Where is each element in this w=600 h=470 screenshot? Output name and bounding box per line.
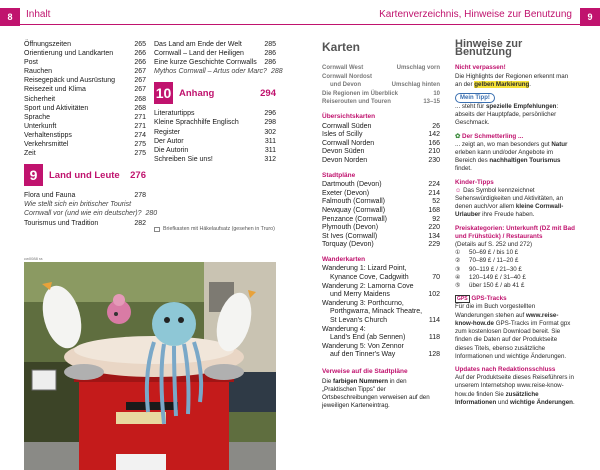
entry-page: 92 (432, 215, 440, 223)
entry-page: 230 (428, 156, 440, 164)
entry-page: 267 (134, 86, 146, 94)
karten-heading: Karten (322, 40, 361, 54)
karten-entry[interactable] (322, 317, 440, 326)
price-category (455, 249, 575, 257)
toc-entry[interactable] (24, 140, 146, 149)
karten-section (322, 40, 440, 410)
camera-icon (154, 227, 160, 232)
entry-label: Cornwall Nordost (322, 73, 373, 80)
entry-page: 286 (264, 59, 276, 67)
karten-entry[interactable] (322, 351, 440, 360)
entry-label: Sport und Aktivitäten (24, 104, 89, 112)
entry-label: Cornwall Norden (322, 139, 375, 147)
right-page-header (300, 0, 600, 26)
karten-entry[interactable] (322, 148, 440, 157)
entry-label: Mythos Cornwall – Artus oder Marc? (154, 68, 267, 76)
entry-page: 26 (432, 122, 440, 130)
updates-heading: Updates nach Redaktionsschluss (455, 365, 556, 373)
toc-entry[interactable] (154, 49, 276, 58)
wanderkarten-list (322, 265, 440, 360)
entry-page: 224 (428, 181, 440, 189)
entry-page: 267 (134, 68, 146, 76)
entry-label: Isles of Scilly (322, 131, 363, 139)
entry-label: Plymouth (Devon) (322, 224, 379, 232)
entry-label: Falmouth (Cornwall) (322, 198, 386, 206)
entry-page: 298 (264, 119, 276, 127)
toc-entry[interactable] (154, 118, 276, 127)
kinder-tipps-heading: Kinder-Tipps (455, 178, 494, 186)
toc-entry[interactable] (24, 49, 146, 58)
right-header-title: Kartenverzeichnis, Hinweise zur Benutzung (379, 9, 572, 20)
entry-page: 52 (432, 198, 440, 206)
karten-entry[interactable] (322, 198, 440, 207)
karten-entry[interactable] (322, 233, 440, 242)
chapter-page: 294 (260, 87, 276, 99)
entry-page: 280 (145, 210, 158, 218)
karten-entry[interactable] (322, 291, 440, 300)
entry-label: Tourismus und Tradition (24, 219, 99, 227)
entry-page: 311 (264, 146, 276, 154)
toc-entry[interactable] (154, 137, 276, 146)
entry-label: Wanderung 1: Lizard Point, (322, 265, 407, 273)
entry-page: 278 (134, 192, 146, 200)
toc-entry[interactable] (154, 155, 276, 164)
toc-entry[interactable] (154, 67, 283, 76)
price-symbol: ③ (455, 265, 461, 273)
entry-label: Eine kurze Geschichte Cornwalls (154, 59, 257, 67)
entry-page: 168 (428, 206, 440, 214)
price-symbol: ④ (455, 273, 461, 281)
karten-entry[interactable] (322, 334, 440, 343)
schmetterling-text: ... zeigt an, wo man besonders gut Natur erleben kann und/oder Angebote im Bereich des nachhaltigen Tourismus findet. (455, 140, 568, 173)
chapter-page: 276 (130, 169, 146, 181)
price-category (455, 266, 575, 274)
entry-label: Cornwall vor (und wie ein deutscher)? (24, 210, 142, 218)
uebersicht-heading: Übersichtskarten (322, 112, 376, 120)
entry-label: Rauchen (24, 68, 53, 76)
price-symbol: ⑤ (455, 282, 461, 290)
karten-entry[interactable] (322, 241, 440, 250)
entry-page: 142 (428, 131, 440, 139)
price-category (455, 282, 575, 290)
chapter-9-heading[interactable] (24, 164, 146, 186)
entry-page: 285 (264, 41, 276, 48)
nicht-verpassen-text: Die Highlights der Regionen erkennt man an der gelben Markierung. (455, 72, 569, 88)
entry-label: Sicherheit (24, 95, 56, 103)
karten-entry[interactable] (322, 190, 440, 199)
toc-entry[interactable] (24, 219, 146, 228)
entry-page: 220 (428, 224, 440, 232)
schmetterling-heading: ✿ Der Schmetterling ... (455, 132, 524, 140)
karten-entry[interactable] (322, 123, 440, 132)
nicht-verpassen-heading: Nicht verpassen! (455, 64, 506, 72)
left-header-title: Inhalt (26, 9, 51, 20)
entry-label: Kynance Cove, Cadgwith (330, 274, 409, 282)
entry-page: 267 (134, 77, 146, 85)
entry-page: 118 (428, 334, 440, 342)
entry-label: Die Regionen im Überblick (322, 90, 399, 97)
entry-label: Torquay (Devon) (322, 241, 374, 249)
entry-page: 271 (134, 113, 146, 121)
price-range: 120–149 £ / 31–40 £ (469, 273, 526, 281)
chapter-name: Land und Leute (49, 169, 120, 181)
kinder-tipps-text: ☺ Das Symbol kennzeichnet Sehenswürdigkeiten und Aktivitäten, an denen auch/vor allem kleine Cornwall-Urlauber ihre Freude haben. (455, 186, 564, 219)
toc-column-1 (24, 40, 158, 228)
toc-entry[interactable] (24, 113, 146, 122)
entry-label: Wanderung 5: Von Zennor (322, 342, 404, 350)
mein-tipp-text: ... steht für spezielle Empfehlungen: abseits der Hauptpfade, persönlicher Geschmack. (455, 103, 559, 127)
photo-caption: Briefkasten mit Häkelaufsatz (gesehen in Truro) (154, 226, 284, 232)
karten-entry[interactable] (322, 308, 440, 317)
toc-entry[interactable] (154, 109, 276, 118)
toc-entry[interactable] (24, 40, 146, 49)
gps-text: Für die im Buch vorgestellten Wanderungen stehen auf www.reise-know-how.de GPS-Tracks im Format gpx zum kostenlosen Download bereit. Sie finden die Daten auf der Produktseite dieses Titels, ebenso zusätzliche Informationen und wichtige Änderungen. (455, 303, 571, 360)
right-header-rule (300, 24, 580, 25)
photo-code: cw0088 ra (24, 256, 43, 261)
child-icon: ☺ (455, 186, 462, 194)
toc-entry[interactable] (24, 209, 158, 218)
entry-label: Porthgwarra, Minack Theatre, (330, 308, 423, 316)
karten-entry[interactable] (322, 300, 440, 309)
karten-entry[interactable] (322, 73, 440, 82)
entry-page: 266 (134, 50, 146, 58)
entry-page: 166 (428, 139, 440, 147)
toc-entry[interactable] (24, 200, 146, 209)
entry-page: 288 (270, 68, 283, 76)
entry-label: Cornwall – Land der Heiligen (154, 50, 244, 58)
entry-page: Umschlag vorn (396, 65, 440, 71)
toc-column-2 (154, 40, 283, 164)
preis-list (455, 249, 575, 290)
karten-entry[interactable] (322, 326, 440, 335)
karten-entry[interactable] (322, 90, 440, 99)
toc-entry[interactable] (24, 191, 146, 200)
stadtplaene-list (322, 181, 440, 250)
right-page-number: 9 (580, 8, 600, 26)
entry-page: 282 (134, 219, 146, 227)
karten-entry[interactable] (322, 131, 440, 140)
left-page-number: 8 (0, 8, 20, 26)
karten-entry[interactable] (322, 64, 440, 73)
entry-page: 296 (264, 110, 276, 118)
karten-entry[interactable] (322, 265, 440, 274)
entry-label: Wanderung 2: Lamorna Cove (322, 282, 414, 290)
mein-tipp-badge: Mein Tipp! (455, 93, 495, 103)
entry-page: Umschlag hinten (391, 82, 440, 89)
entry-page: 210 (428, 148, 440, 156)
entry-label: Flora und Fauna (24, 192, 76, 200)
karten-entry[interactable] (322, 207, 440, 216)
karten-entry[interactable] (322, 224, 440, 233)
entry-label: St Ives (Cornwall) (322, 232, 378, 240)
toc-entry[interactable] (154, 40, 276, 49)
entry-label: Öffnungszeiten (24, 41, 71, 48)
entry-label: Schreiben Sie uns! (154, 155, 213, 163)
chapter-number: 10 (154, 82, 173, 104)
stadtplaene-heading: Stadtpläne (322, 171, 356, 179)
entry-label: Post (24, 59, 39, 67)
price-symbol: ① (455, 249, 461, 257)
verweise-text: Die farbigen Nummern in den „Praktischen Tipps" der Ortsbeschreibungen verweisen auf den jeweiligen Karteneintrag. (322, 377, 430, 409)
entry-label: St Levan's Church (330, 317, 387, 325)
entry-page: 229 (428, 241, 440, 249)
toc-entry[interactable] (154, 58, 276, 67)
entry-page: 302 (264, 128, 276, 136)
karten-entry[interactable] (322, 283, 440, 292)
price-range: 50–69 £ / bis 10 £ (469, 249, 519, 257)
entry-label: Register (154, 128, 181, 136)
karten-entry[interactable] (322, 98, 440, 107)
gps-badge-icon: GPS (457, 296, 468, 303)
entry-label: Reiserouten und Touren (322, 99, 391, 106)
toc-entry[interactable] (24, 104, 146, 113)
entry-page: 102 (428, 291, 440, 299)
chapter-name: Anhang (179, 87, 215, 99)
entry-page: 214 (428, 189, 440, 197)
entry-label: Cornwall West (322, 65, 364, 71)
toc-entry[interactable] (24, 131, 146, 140)
entry-label: Dartmouth (Devon) (322, 181, 382, 189)
toc-entry[interactable] (24, 122, 146, 131)
entry-page: 70 (432, 274, 440, 282)
entry-label: Der Autor (154, 137, 184, 145)
entry-label: Die Autorin (154, 146, 189, 154)
karten-entry[interactable] (322, 274, 440, 283)
entry-label: Zeit (24, 150, 36, 158)
entry-page: 312 (264, 155, 276, 163)
entry-label: Literaturtipps (154, 110, 195, 118)
karten-entry[interactable] (322, 216, 440, 225)
toc-entry[interactable] (154, 146, 276, 155)
entry-page: 271 (134, 122, 146, 130)
entry-label: Unterkunft (24, 122, 57, 130)
entry-label: Sprache (24, 113, 51, 121)
entry-label: Devon Süden (322, 148, 365, 156)
gps-heading: GPS GPS-Tracks (457, 295, 507, 303)
price-range: 70–89 £ / 11–20 £ (469, 257, 519, 265)
entry-label: Reisezeit und Klima (24, 86, 86, 94)
entry-page: 13–15 (423, 99, 440, 106)
entry-page: 10 (433, 90, 440, 97)
preiskategorien-heading: Preiskategorien: Unterkunft (DZ mit Bad und Frühstück) / Restaurants (455, 224, 576, 240)
chapter-number: 9 (24, 164, 43, 186)
left-page-header (0, 0, 300, 26)
entry-label: Newquay (Cornwall) (322, 206, 386, 214)
hinweise-section (455, 40, 575, 407)
entry-label: und Devon (330, 82, 361, 89)
entry-page: 128 (428, 351, 440, 359)
entry-page: 265 (134, 41, 146, 48)
entry-page: 275 (134, 150, 146, 158)
entry-page: 114 (428, 317, 440, 325)
price-range: 90–119 £ / 21–30 £ (469, 265, 522, 273)
karten-entry[interactable] (322, 81, 440, 90)
entry-label: Verhaltenstipps (24, 131, 72, 139)
preiskategorien-sub: (Details auf S. 252 und 272) (455, 241, 533, 249)
entry-page: 274 (134, 131, 146, 139)
toc-entry[interactable] (24, 149, 146, 158)
left-header-rule (20, 24, 300, 25)
uebersicht-list (322, 123, 440, 166)
entry-page: 268 (134, 104, 146, 112)
postbox-photo (24, 262, 276, 470)
entry-page: 311 (264, 137, 276, 145)
entry-label: Kleine Sprachhilfe Englisch (154, 119, 239, 127)
entry-label: Wie stellt sich ein britischer Tourist (24, 201, 132, 209)
toc-entry[interactable] (24, 76, 146, 85)
entry-label: Wanderung 4: (322, 325, 366, 333)
price-range: über 150 £ / ab 41 £ (469, 282, 525, 290)
entry-label: Penzance (Cornwall) (322, 215, 387, 223)
toc-entry[interactable] (24, 95, 146, 104)
entry-label: Land's End (ab Sennen) (330, 334, 406, 342)
butterfly-icon: ✿ (455, 132, 461, 140)
hinweise-heading: Hinweise zur Benutzung (455, 38, 523, 59)
price-category (455, 274, 575, 282)
entry-page: 286 (264, 50, 276, 58)
toc-entry[interactable] (154, 128, 276, 137)
entry-label: Orientierung und Landkarten (24, 50, 114, 58)
entry-label: Verkehrsmittel (24, 141, 69, 149)
entry-label: Cornwall Süden (322, 122, 372, 130)
karten-entry[interactable] (322, 181, 440, 190)
price-symbol: ② (455, 257, 461, 265)
entry-label: auf den Tinner's Way (330, 351, 396, 359)
entry-label: Exeter (Devon) (322, 189, 370, 197)
entry-label: Reisegepäck und Ausrüstung (24, 77, 116, 85)
toc-entry[interactable] (24, 58, 146, 67)
entry-page: 266 (134, 59, 146, 67)
entry-page: 275 (134, 141, 146, 149)
entry-label: Das Land am Ende der Welt (154, 41, 242, 48)
karten-intro-list (322, 64, 440, 107)
updates-text: Auf der Produktseite dieses Reiseführers in unserem Internetshop www.reise-know-how.de finden Sie zusätzliche Informationen und wichtige Änderungen. (455, 374, 575, 406)
entry-label: Wanderung 3: Porthcurno, (322, 299, 404, 307)
entry-label: Devon Norden (322, 156, 368, 164)
toc-entry[interactable] (24, 85, 146, 94)
karten-entry[interactable] (322, 157, 440, 166)
karten-entry[interactable] (322, 140, 440, 149)
verweise-heading: Verweise auf die Stadtpläne (322, 368, 408, 375)
price-category (455, 257, 575, 265)
chapter-10-heading[interactable] (154, 82, 276, 104)
entry-page: 134 (428, 232, 440, 240)
entry-label: und Merry Maidens (330, 291, 390, 299)
karten-entry[interactable] (322, 343, 440, 352)
wanderkarten-heading: Wanderkarten (322, 255, 366, 263)
toc-entry[interactable] (24, 67, 146, 76)
entry-page: 268 (134, 95, 146, 103)
photo-illustration (24, 262, 276, 470)
